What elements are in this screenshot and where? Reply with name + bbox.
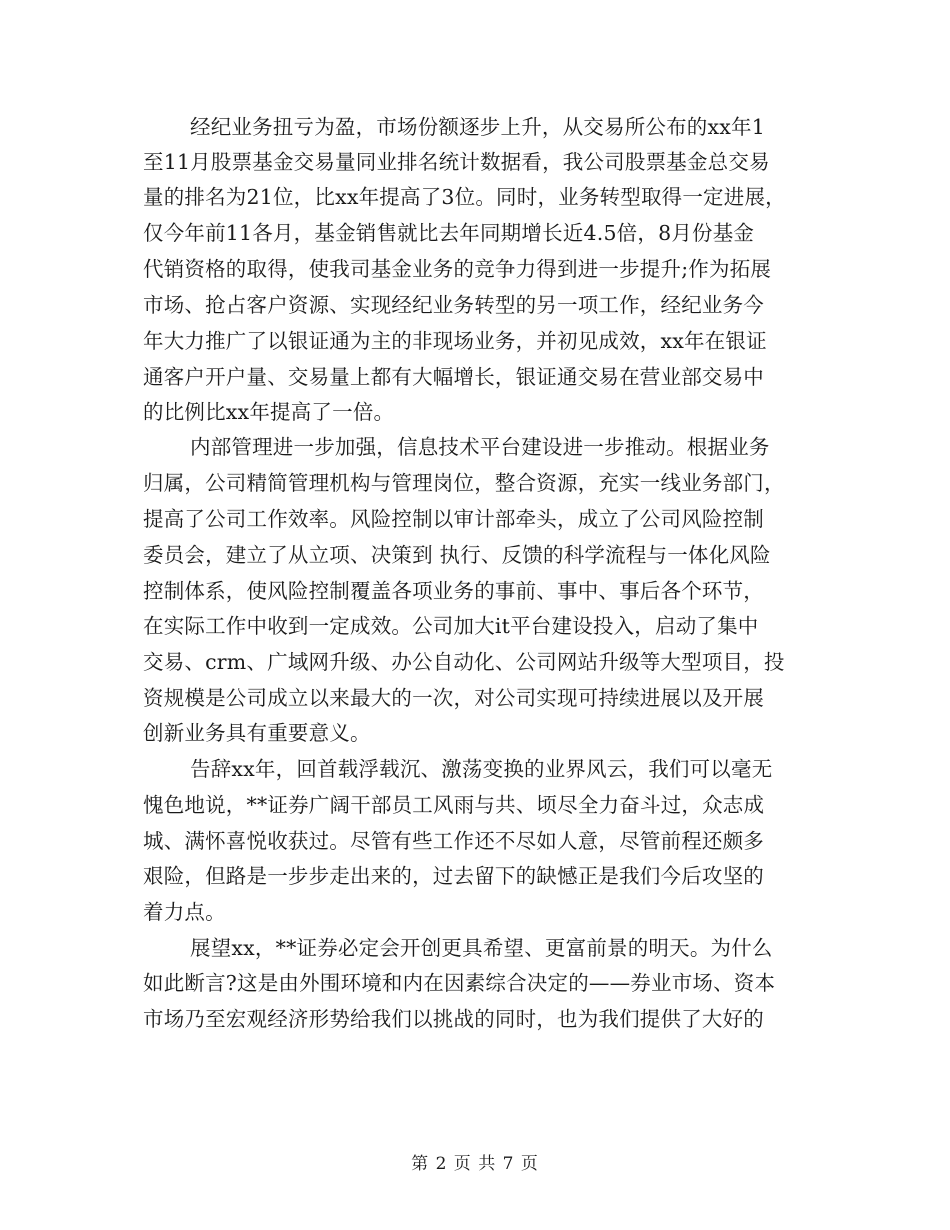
paragraph-line: 归属，公司精简管理机构与管理岗位，整合资源，充实一线业务部门，: [143, 471, 785, 495]
paragraph-line: 年大力推广了以银证通为主的非现场业务，并初见成效，xx年在银证: [143, 329, 767, 353]
page-number-footer: 第 2 页 共 7 页: [411, 1154, 539, 1174]
paragraph-line: 愧色地说，**证券广阔干部员工风雨与共、顷尽全力奋斗过，众志成: [143, 793, 765, 817]
paragraph-line: 提高了公司工作效率。风险控制以审计部牵头，成立了公司风险控制: [143, 507, 764, 531]
paragraph-line: 市场、抢占客户资源、实现经纪业务转型的另一项工作，经纪业务今: [143, 293, 764, 317]
paragraph-line: 委员会，建立了从立项、决策到 执行、反馈的科学流程与一体化风险: [143, 543, 771, 567]
paragraph-line: 内部管理进一步加强，信息技术平台建设进一步推动。根据业务: [190, 435, 770, 459]
paragraph-line: 交易、crm、广域网升级、办公自动化、公司网站升级等大型项目，投: [143, 650, 785, 674]
paragraph-line: 创新业务具有重要意义。: [143, 721, 371, 745]
paragraph-line: 如此断言?这是由外围环境和内在因素综合决定的——券业市场、资本: [143, 971, 776, 995]
paragraph-line: 通客户开户量、交易量上都有大幅增长，银证通交易在营业部交易中: [143, 365, 764, 389]
paragraph-line: 告辞xx年，回首载浮载沉、激荡变换的业界风云，我们可以毫无: [190, 757, 773, 781]
paragraph-line: 市场乃至宏观经济形势给我们以挑战的同时，也为我们提供了大好的: [143, 1007, 764, 1031]
paragraph-line: 展望xx，**证券必定会开创更具希望、更富前景的明天。为什么: [190, 936, 773, 960]
paragraph-line: 城、满怀喜悦收获过。尽管有些工作还不尽如人意，尽管前程还颇多: [143, 829, 764, 853]
paragraph-line: 代销资格的取得，使我司基金业务的竞争力得到进一步提升;作为拓展: [143, 257, 772, 281]
paragraph-line: 的比例比xx年提高了一倍。: [143, 400, 395, 424]
paragraph-line: 控制体系，使风险控制覆盖各项业务的事前、事中、事后各个环节，: [143, 579, 764, 603]
paragraph-line: 仅今年前11各月，基金销售就比去年同期增长近4.5倍，8月份基金: [143, 221, 755, 245]
paragraph-line: 至11月股票基金交易量同业排名统计数据看，我公司股票基金总交易: [143, 150, 770, 174]
paragraph-line: 经纪业务扭亏为盈，市场份额逐步上升，从交易所公布的xx年1: [190, 115, 765, 139]
paragraph-line: 着力点。: [143, 900, 226, 924]
paragraph-line: 资规模是公司成立以来最大的一次，对公司实现可持续进展以及开展: [143, 686, 764, 710]
paragraph-line: 在实际工作中收到一定成效。公司加大it平台建设投入，启动了集中: [143, 614, 759, 638]
paragraph-line: 艰险，但路是一步步走出来的，过去留下的缺憾正是我们今后攻坚的: [143, 864, 764, 888]
paragraph-line: 量的排名为21位，比xx年提高了3位。同时，业务转型取得一定进展，: [143, 185, 786, 209]
